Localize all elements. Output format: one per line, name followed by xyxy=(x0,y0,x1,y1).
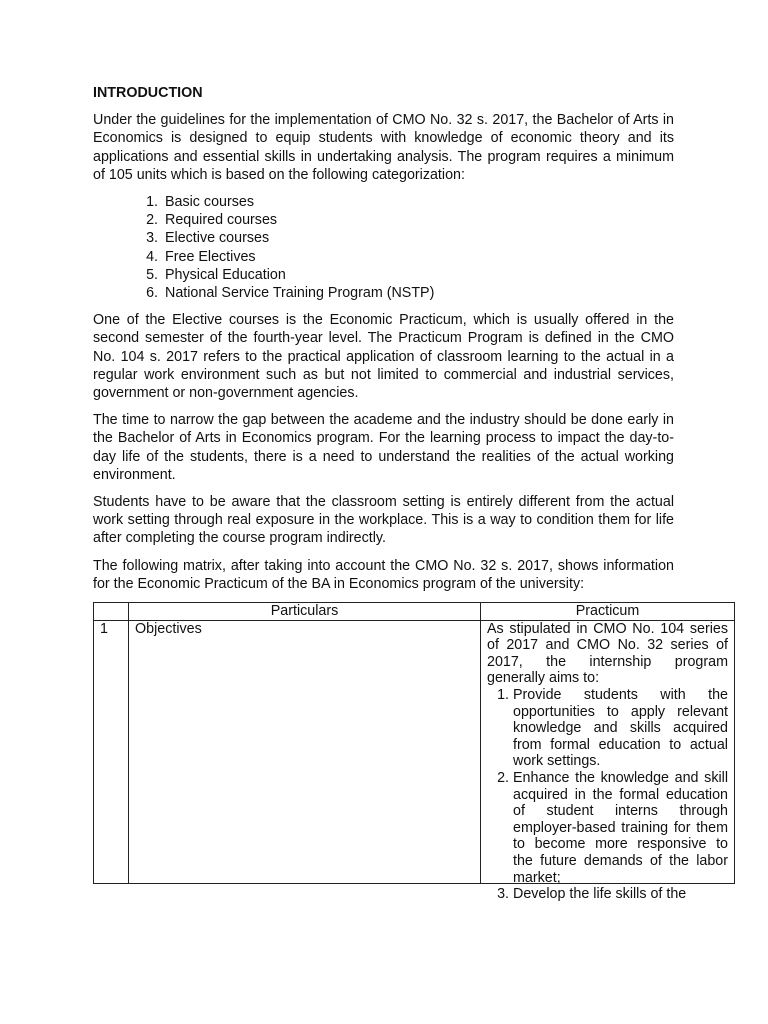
document-page xyxy=(93,84,728,903)
aims-list xyxy=(487,687,728,903)
header-particulars: Particulars xyxy=(129,603,481,621)
list-item: 2. Required courses xyxy=(162,211,674,229)
list-item: 6. National Service Training Program (NSTP) xyxy=(162,284,674,302)
row-practicum xyxy=(481,620,735,903)
intro-paragraph: Under the guidelines for the implementation of CMO No. 32 s. 2017, the Bachelor of Arts in Economics is designed to equip students with knowledge of economic theory and its applications and essential skills in undertaking analysis. The program requires a minimum of 105 units which is based on the following categorization: xyxy=(93,112,674,183)
row-number: 1 xyxy=(94,620,129,883)
header-practicum: Practicum xyxy=(481,603,735,621)
table-row xyxy=(94,620,735,883)
gap-paragraph: The time to narrow the gap between the academe and the industry should be done early in the Bachelor of Arts in Economics program. For the learning process to impact the day-to-day life of the students, there is a need to understand the realities of the actual working environment. xyxy=(93,412,674,483)
list-item: 1. Basic courses xyxy=(162,193,674,211)
practicum-matrix-table xyxy=(93,602,735,903)
matrix-intro-paragraph: The following matrix, after taking into account the CMO No. 32 s. 2017, shows information for the Economic Practicum of the BA in Economics program of the university: xyxy=(93,557,674,592)
list-item: 3. Develop the life skills of the xyxy=(513,886,728,903)
practicum-content xyxy=(487,620,728,903)
section-heading: INTRODUCTION xyxy=(93,85,203,101)
list-item: 4. Free Electives xyxy=(162,248,674,266)
list-item: 3. Elective courses xyxy=(162,229,674,247)
row-particular: Objectives xyxy=(129,620,481,883)
category-list xyxy=(93,193,674,302)
awareness-paragraph: Students have to be aware that the classroom setting is entirely different from the actual work setting through real exposure in the workplace. This is a way to condition them for life after completing the course program indirectly. xyxy=(93,494,674,547)
list-item: 1. Provide students with the opportunities to apply relevant knowledge and skills acquired from formal education to actual work settings. xyxy=(513,687,728,770)
list-item: 2. Enhance the knowledge and skill acquired in the formal education of student interns through employer-based training for them to become more responsive to the future demands of the labor market; xyxy=(513,770,728,886)
practicum-paragraph: One of the Elective courses is the Economic Practicum, which is usually offered in the second semester of the fourth-year level. The Practicum Program is defined in the CMO No. 104 s. 2017 refers to the practical application of classroom learning to the actual in a regular work environment such as but not limited to commercial and industrial services, government or non-government agencies. xyxy=(93,312,674,402)
practicum-intro: As stipulated in CMO No. 104 series of 2017 and CMO No. 32 series of 2017, the internship program generally aims to: xyxy=(487,620,728,687)
header-number-cell xyxy=(94,603,129,621)
list-item: 5. Physical Education xyxy=(162,266,674,284)
table-header-row xyxy=(94,603,735,621)
